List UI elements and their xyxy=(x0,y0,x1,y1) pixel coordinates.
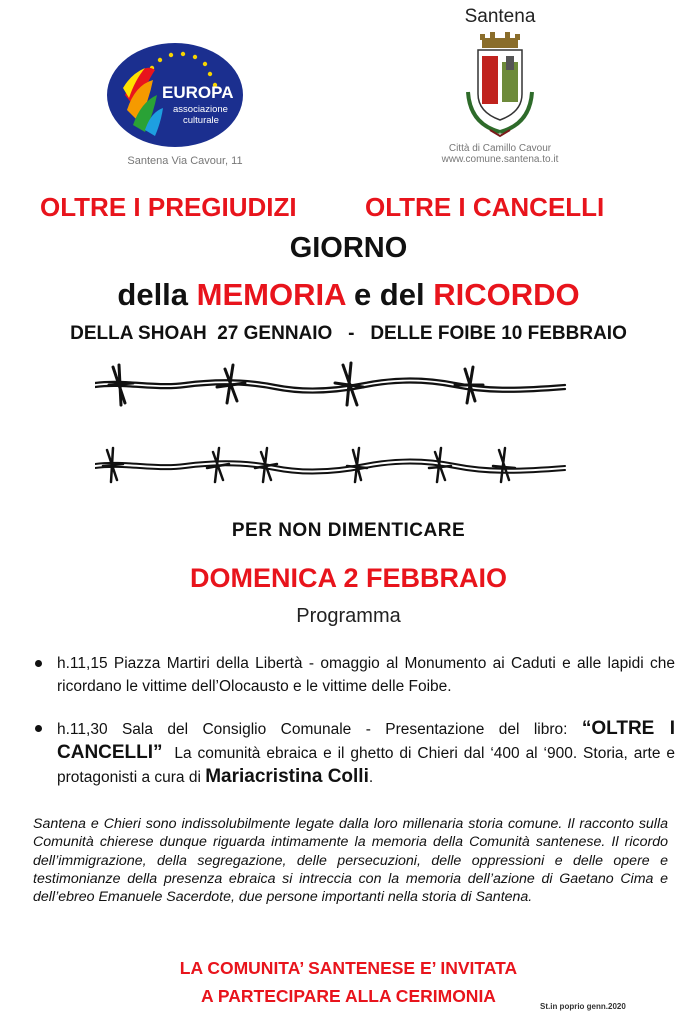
crest-caption-url: www.comune.santena.to.it xyxy=(441,154,559,165)
crest-caption xyxy=(430,143,570,165)
programma-heading: Programma xyxy=(296,605,401,627)
europa-line1: associazione xyxy=(173,104,228,115)
per-non-dimenticare: PER NON DIMENTICARE xyxy=(231,520,466,541)
headline-memoria-ricordo xyxy=(0,277,697,313)
program-item-text: h.11,15 Piazza Martiri della Libertà - omaggio al Monumento ai Caduti e alle lapidi che ricordano le vittime dell’Olocausto e le vittime delle Foibe. xyxy=(57,655,675,695)
barbed-wire-illustration-top xyxy=(95,355,575,420)
bullet-icon xyxy=(35,725,42,732)
europa-name: EUROPA xyxy=(162,83,234,102)
program-time-location: h.11,30 Sala del Consiglio Comunale - Presentazione del libro: xyxy=(57,721,568,738)
headline-pregiudizi: OLTRE I PREGIUDIZI xyxy=(40,192,297,222)
europa-logo xyxy=(105,40,245,155)
bullet-icon xyxy=(35,660,42,667)
crest-caption-line1: Città di Camillo Cavour xyxy=(448,143,552,154)
santena-town-name: Santena xyxy=(464,6,536,27)
headline-cancelli: OLTRE I CANCELLI xyxy=(365,192,605,222)
print-note: St.in poprio genn.2020 xyxy=(540,1002,626,1011)
headline-giorno: GIORNO xyxy=(289,232,408,264)
program-item xyxy=(35,717,680,789)
program-item xyxy=(35,652,675,698)
word-della: della xyxy=(117,277,197,312)
santena-crest xyxy=(460,32,540,147)
program-item-end: . xyxy=(368,769,374,786)
invitation-line-1: LA COMUNITA’ SANTENESE E’ INVITATA xyxy=(179,958,518,978)
word-memoria: MEMORIA xyxy=(196,277,346,312)
book-author: Mariacristina Colli xyxy=(205,766,369,787)
narrative-paragraph: Santena e Chieri sono indissolubilmente legate dalla loro millenaria storia comune. Il racconto sulla Comunità chierese dunque riguarda intimamente la memoria della Comunità santenese. Il ricordo dell’immigrazione, della segregazione, delle persecuzioni, delle oppressioni e delle opere e testimonianze della presenza ebraica si intreccia con la memoria dell’azione di Gaetano Cima e dell’ebreo Emanuele Sacerdote, due persone importanti nella storia di Santena. xyxy=(33,816,668,906)
book-description: La comunità ebraica e il ghetto di Chieri dal ‘400 al ‘900. Storia, arte e protagonisti a cura di xyxy=(57,745,680,786)
europa-line2: culturale xyxy=(183,115,219,126)
book-title: “OLTRE I CANCELLI” xyxy=(57,718,675,763)
word-ricordo: RICORDO xyxy=(433,277,580,312)
program-item-text xyxy=(57,717,680,789)
event-date: DOMENICA 2 FEBBRAIO xyxy=(189,563,507,593)
word-e-del: e del xyxy=(345,277,434,312)
barbed-wire-illustration-bottom xyxy=(95,440,575,495)
dates-line: DELLA SHOAH 27 GENNAIO - DELLE FOIBE 10 FEBBRAIO xyxy=(70,323,627,344)
europa-address: Santena Via Cavour, 11 xyxy=(127,155,243,167)
invitation-line-2: A PARTECIPARE ALLA CERIMONIA xyxy=(201,986,496,1006)
